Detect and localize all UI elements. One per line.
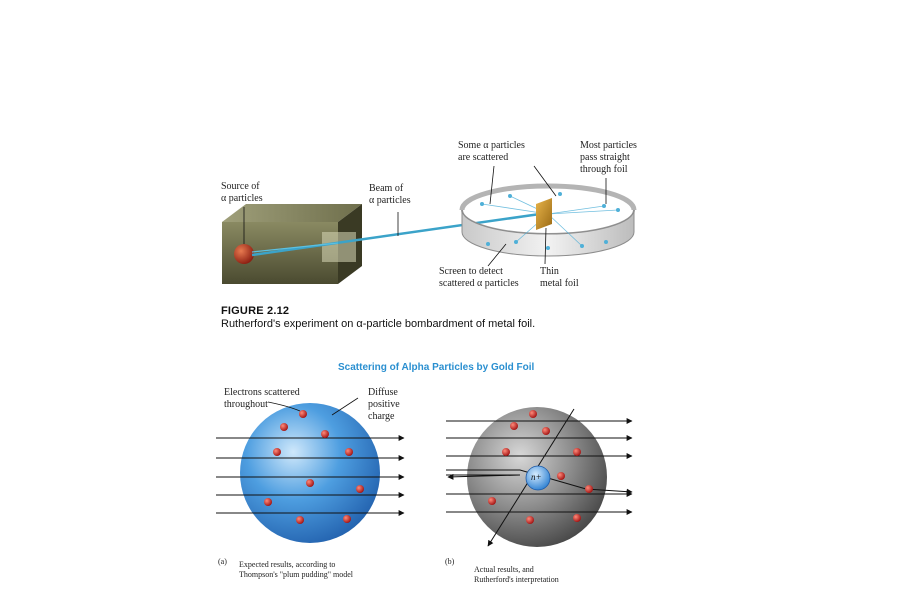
screen-label: Screen to detect scattered α particles bbox=[439, 266, 519, 289]
beam-label: Beam of α particles bbox=[369, 183, 411, 206]
charge-label: Diffuse positive charge bbox=[368, 387, 400, 422]
alpha-source bbox=[234, 244, 254, 264]
plum-pudding-sphere bbox=[240, 403, 380, 543]
panel-b-tag: (b) bbox=[445, 557, 455, 566]
figure-number: FIGURE 2.12 bbox=[221, 305, 290, 317]
nucleus-label: n+ bbox=[531, 472, 542, 482]
panel-b-caption: Actual results, and Rutherford's interpretation bbox=[474, 565, 559, 584]
bottom-title: Scattering of Alpha Particles by Gold Foil bbox=[338, 362, 535, 373]
panel-a-caption: Expected results, according to Thompson's "plum pudding" model bbox=[239, 560, 353, 579]
figure-caption: Rutherford's experiment on α-particle bombardment of metal foil. bbox=[221, 318, 536, 330]
source-label: Source of α particles bbox=[221, 181, 263, 204]
metal-foil bbox=[536, 198, 552, 230]
scattered-label: Some α particles are scattered bbox=[458, 140, 525, 163]
straight-label: Most particles pass straight through foil bbox=[580, 140, 637, 175]
foil-label: Thin metal foil bbox=[540, 266, 579, 289]
source-box bbox=[222, 204, 362, 284]
panel-a-tag: (a) bbox=[218, 557, 227, 566]
electrons-label: Electrons scattered throughout bbox=[224, 387, 300, 410]
